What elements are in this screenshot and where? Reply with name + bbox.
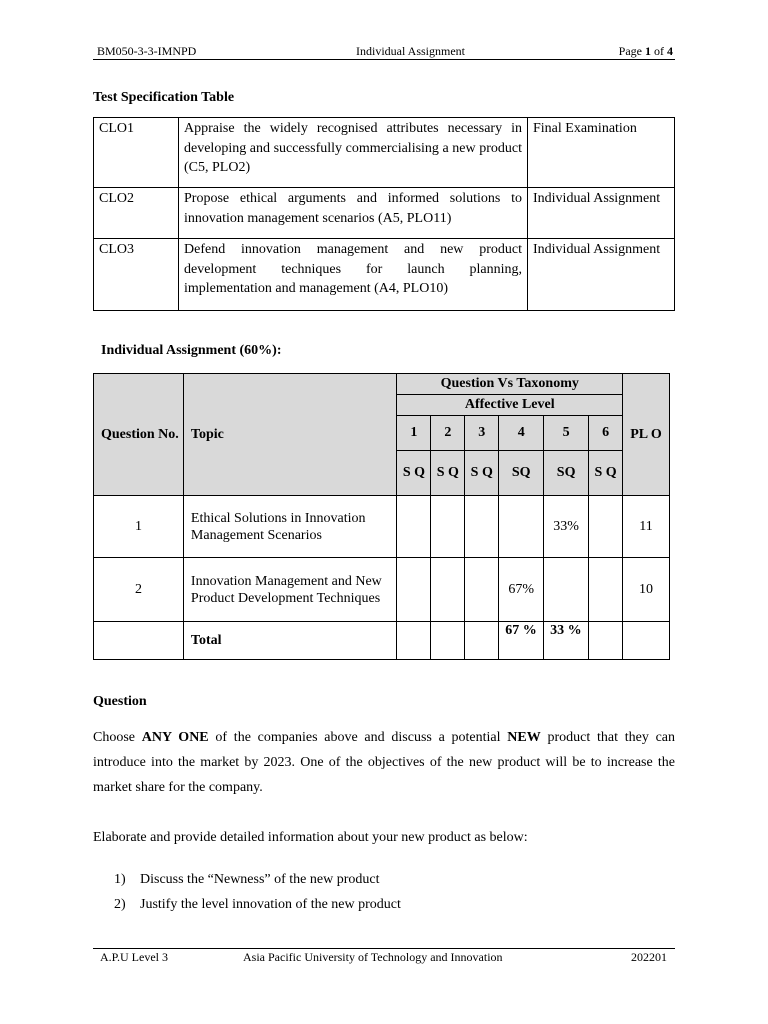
clo-description: Defend innovation management and new product development techniques for launch planning, implementation and management (A4, PLO10) — [179, 239, 528, 311]
footer-rule — [93, 948, 675, 949]
list-item — [114, 867, 654, 892]
list-item — [114, 892, 654, 917]
question-list — [114, 867, 654, 917]
para-text: Choose — [93, 730, 142, 745]
clo-assessment: Final Examination — [528, 118, 675, 188]
plo-cell — [623, 622, 670, 660]
level-header: 2 — [431, 416, 465, 451]
topic-cell: Innovation Management and New Product Development Techniques — [183, 558, 397, 622]
clo-assessment: Individual Assignment — [528, 188, 675, 239]
affective-level-header: Affective Level — [397, 395, 623, 416]
assignment-heading: Individual Assignment (60%): — [101, 343, 282, 358]
level-cell — [499, 496, 544, 558]
level-cell — [397, 622, 431, 660]
para-text: product that they can introduce into the market by 2023. One of the objectives of the new product will be to increase the market share for the company. — [93, 730, 675, 795]
para-text: of the companies above and discuss a potential — [208, 730, 508, 745]
level-type: S Q — [465, 451, 499, 496]
header-rule — [93, 59, 675, 60]
spec-table-heading: Test Specification Table — [93, 90, 235, 105]
clo-assessment: Individual Assignment — [528, 239, 675, 311]
total-level-5: 33 % — [544, 622, 589, 660]
total-row — [94, 622, 670, 660]
table-row — [94, 118, 675, 188]
footer-center: Asia Pacific University of Technology and Innovation — [243, 950, 503, 964]
plo-cell: 10 — [623, 558, 670, 622]
clo-cell: CLO1 — [94, 118, 179, 188]
assignment-table — [93, 373, 670, 660]
level-header: 3 — [465, 416, 499, 451]
level-cell — [465, 558, 499, 622]
col-plo-header: PL O — [623, 374, 670, 496]
plo-cell: 11 — [623, 496, 670, 558]
table-row — [94, 558, 670, 622]
total-level-4: 67 % — [499, 622, 544, 660]
header-page — [619, 44, 673, 59]
level-type: SQ — [499, 451, 544, 496]
level-type: S Q — [589, 451, 623, 496]
level-type: SQ — [544, 451, 589, 496]
level-cell — [431, 496, 465, 558]
instruction-paragraph: Elaborate and provide detailed information about your new product as below: — [93, 830, 528, 845]
page-prefix: Page — [618, 44, 645, 58]
page-of: of — [651, 44, 667, 58]
page-number: 1 — [645, 44, 651, 58]
level-type: S Q — [397, 451, 431, 496]
level-type: S Q — [431, 451, 465, 496]
total-label: Total — [183, 622, 397, 660]
clo-description: Appraise the widely recognised attributes necessary in developing and successfully commercialising a new product (C5, PLO2) — [179, 118, 528, 188]
level-cell — [465, 622, 499, 660]
para-emphasis: ANY ONE — [141, 730, 209, 745]
clo-description: Propose ethical arguments and informed solutions to innovation management scenarios (A5, PLO11) — [179, 188, 528, 239]
level-cell — [397, 558, 431, 622]
total-empty-cell — [94, 622, 184, 660]
list-number: 1) — [114, 872, 126, 887]
level-cell — [397, 496, 431, 558]
para-emphasis: NEW — [507, 730, 541, 745]
level-cell — [431, 558, 465, 622]
level-header: 5 — [544, 416, 589, 451]
level-cell — [465, 496, 499, 558]
level-cell: 67% — [499, 558, 544, 622]
level-cell — [544, 558, 589, 622]
list-text: Discuss the “Newness” of the new product — [140, 872, 380, 887]
question-heading: Question — [93, 694, 147, 709]
table-row — [94, 496, 670, 558]
footer-right: 202201 — [631, 950, 667, 964]
clo-cell: CLO3 — [94, 239, 179, 311]
taxonomy-header: Question Vs Taxonomy — [397, 374, 623, 395]
level-header: 4 — [499, 416, 544, 451]
list-number: 2) — [114, 897, 126, 912]
level-header: 6 — [589, 416, 623, 451]
header-code: BM050-3-3-IMNPD — [97, 44, 197, 58]
question-paragraph — [93, 725, 675, 800]
level-cell — [589, 496, 623, 558]
question-number: 1 — [94, 496, 184, 558]
spec-table — [93, 117, 675, 311]
level-cell: 33% — [544, 496, 589, 558]
level-cell — [589, 622, 623, 660]
level-cell — [431, 622, 465, 660]
table-row — [94, 239, 675, 311]
question-number: 2 — [94, 558, 184, 622]
col-question-header: Question No. — [94, 374, 184, 496]
clo-cell: CLO2 — [94, 188, 179, 239]
level-header: 1 — [397, 416, 431, 451]
page-total: 4 — [667, 44, 673, 58]
level-cell — [589, 558, 623, 622]
table-row — [94, 188, 675, 239]
header-title: Individual Assignment — [356, 44, 465, 58]
topic-cell: Ethical Solutions in Innovation Management Scenarios — [183, 496, 397, 558]
footer-left: A.P.U Level 3 — [100, 950, 168, 964]
col-topic-header: Topic — [183, 374, 397, 496]
list-text: Justify the level innovation of the new product — [140, 897, 401, 912]
